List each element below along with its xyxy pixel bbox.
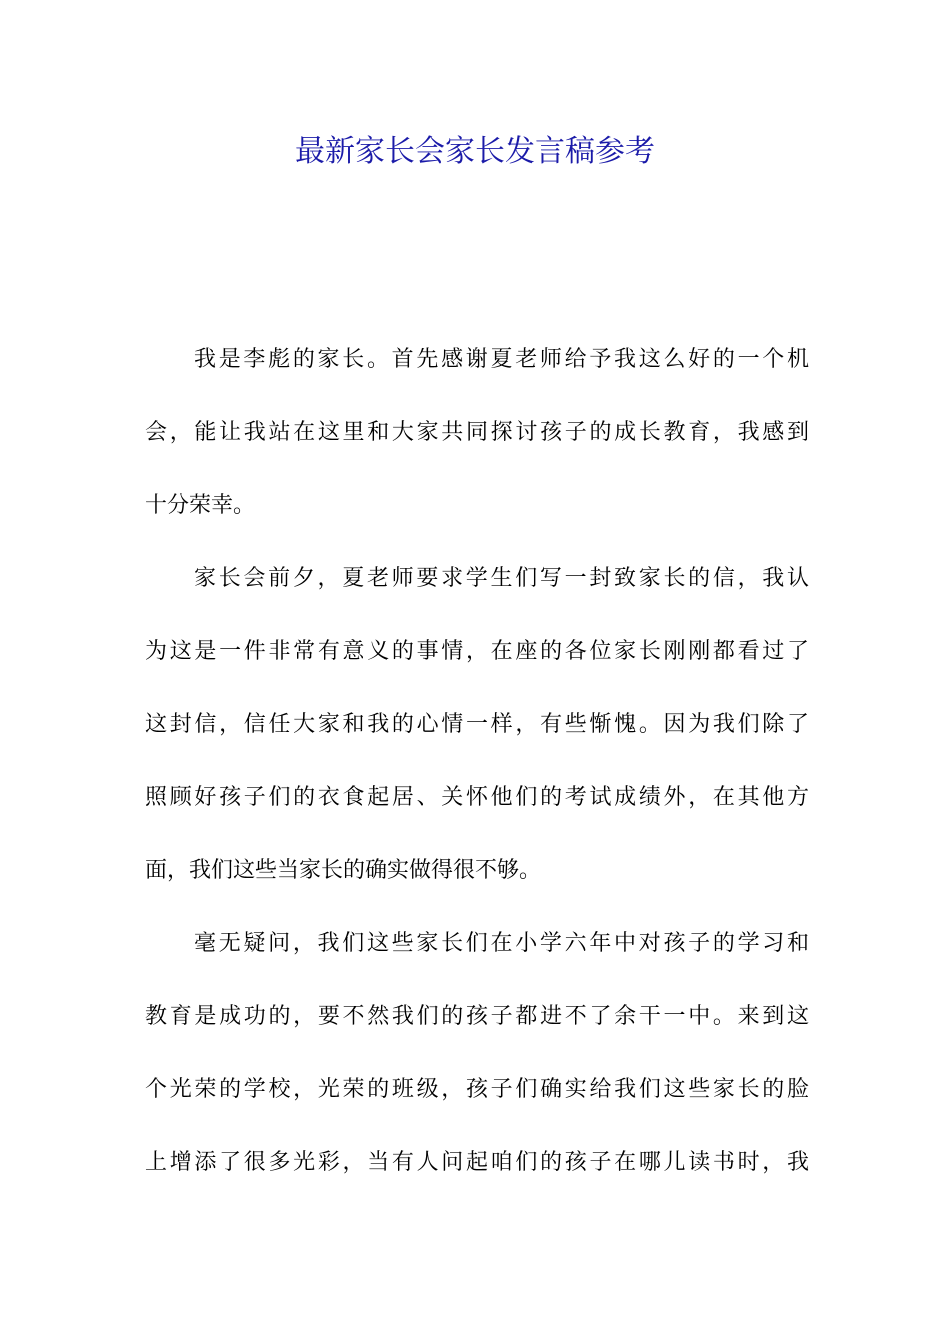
text-line: 家长会前夕，夏老师要求学生们写一封致家长的信，我认 [194,566,809,591]
text-line: 会，能让我站在这里和大家共同探讨孩子的成长教育，我感到 [145,420,809,445]
document-title: 最新家长会家长发言稿参考 [295,134,655,169]
text-line: 上增添了很多光彩，当有人问起咱们的孩子在哪儿读书时，我 [145,1150,809,1175]
text-line: 这封信，信任大家和我的心情一样，有些惭愧。因为我们除了 [145,712,809,737]
text-line: 我是李彪的家长。首先感谢夏老师给予我这么好的一个机 [194,347,809,372]
text-line: 教育是成功的，要不然我们的孩子都进不了余干一中。来到这 [145,1004,809,1029]
text-line: 个光荣的学校，光荣的班级，孩子们确实给我们这些家长的脸 [145,1077,809,1102]
text-line: 照顾好孩子们的衣食起居、关怀他们的考试成绩外，在其他方 [145,785,809,810]
text-line: 十分荣幸。 [145,493,256,518]
document-body [145,337,809,1213]
text-line: 为这是一件非常有意义的事情，在座的各位家长刚刚都看过了 [145,639,809,664]
text-line: 毫无疑问，我们这些家长们在小学六年中对孩子的学习和 [194,931,809,956]
text-line: 面，我们这些当家长的确实做得很不够。 [145,858,542,883]
